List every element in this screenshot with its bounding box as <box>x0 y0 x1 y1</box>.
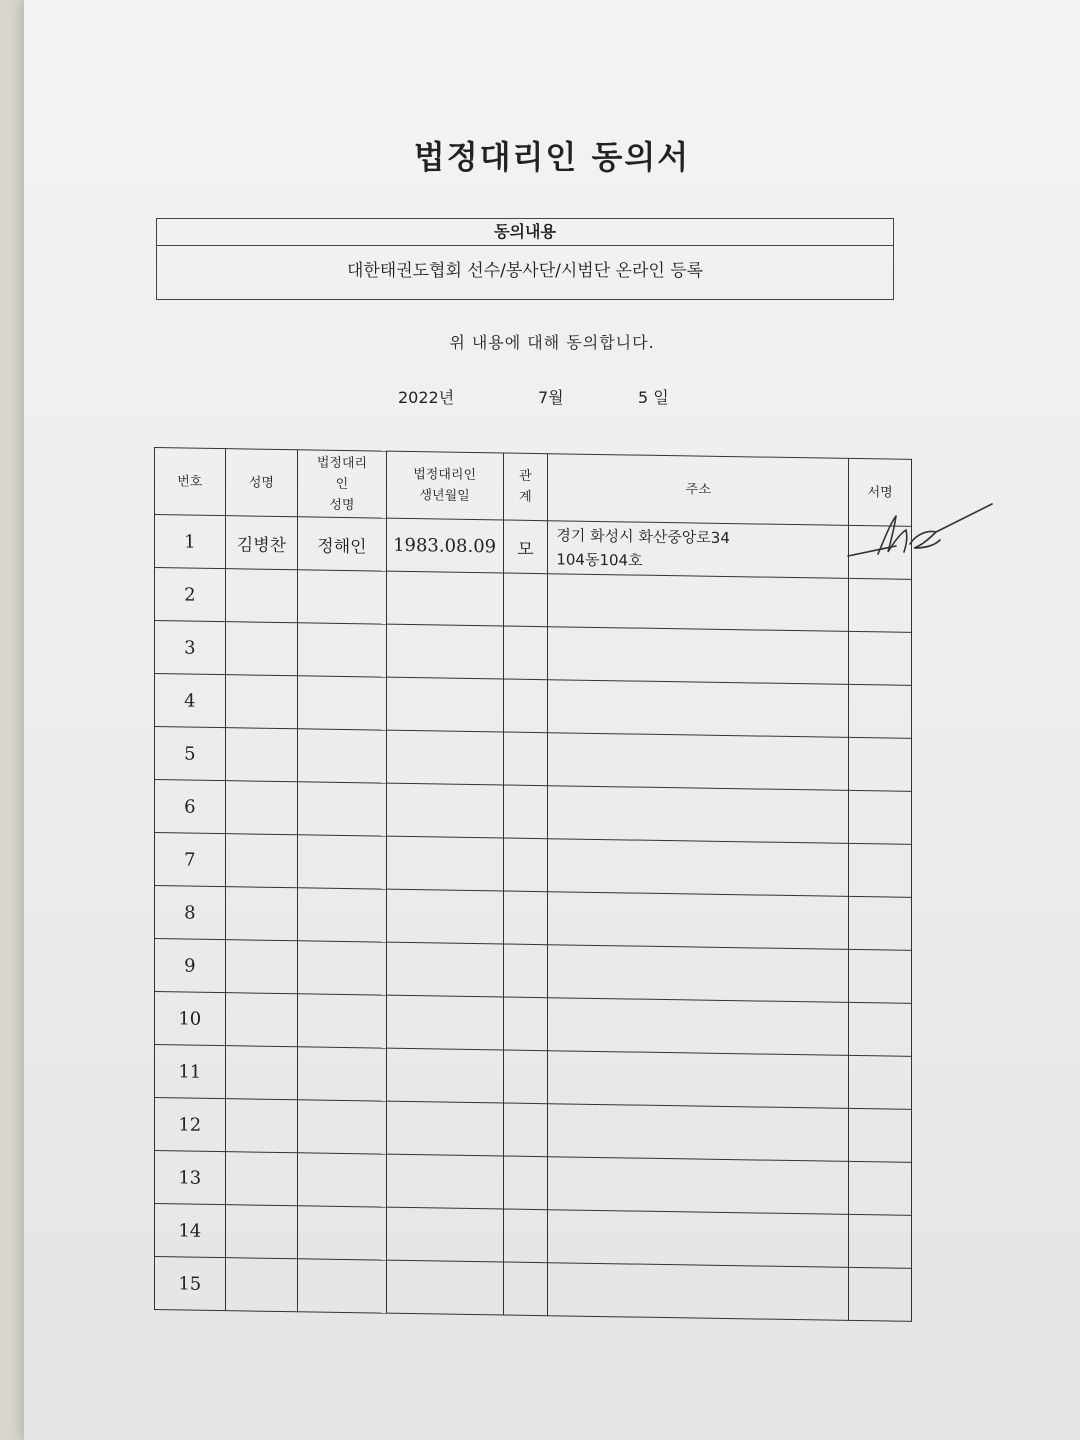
header-guardian-birth: 법정대리인 생년월일 <box>386 451 503 520</box>
row-signature <box>849 684 912 738</box>
row-name <box>225 1152 298 1206</box>
row-relation <box>503 1262 548 1316</box>
row-address <box>548 1263 849 1321</box>
row-name <box>225 781 298 835</box>
row-relation <box>503 732 548 786</box>
row-guardian-birth <box>386 677 503 732</box>
row-address <box>548 786 849 844</box>
row-signature <box>849 1055 912 1109</box>
row-relation <box>503 679 548 733</box>
row-relation <box>503 1103 548 1157</box>
signature-icon <box>844 500 994 562</box>
document-title: 법정대리인 동의서 <box>413 138 691 176</box>
row-signature <box>849 1161 912 1215</box>
row-address <box>548 733 849 791</box>
row-name <box>225 1205 298 1259</box>
agree-statement: 위 내용에 대해 동의합니다. <box>449 333 655 352</box>
row-guardian-birth <box>386 624 503 679</box>
row-relation <box>503 573 548 627</box>
row-address <box>548 839 849 897</box>
row-guardian-birth <box>386 889 503 944</box>
consent-header: 동의내용 <box>157 219 893 246</box>
header-guardian-name: 법정대리 인 성명 <box>298 450 386 518</box>
row-guardian-birth <box>386 1154 503 1209</box>
row-name <box>225 622 298 676</box>
row-guardian-name <box>298 1047 386 1101</box>
row-signature <box>849 631 912 685</box>
row-no: 13 <box>155 1151 226 1205</box>
row-guardian-name <box>298 1153 386 1207</box>
row-no: 14 <box>155 1204 226 1258</box>
row-guardian-birth <box>386 995 503 1050</box>
table-header-row <box>155 448 912 527</box>
row-name <box>225 1046 298 1100</box>
row-address <box>548 680 849 738</box>
row-relation <box>503 891 548 945</box>
row-no: 8 <box>155 886 226 940</box>
row-signature <box>849 896 912 950</box>
row-name <box>225 940 298 994</box>
row-guardian-birth <box>386 783 503 838</box>
row-guardian-name <box>298 1100 386 1154</box>
row-address <box>548 945 849 1003</box>
row-guardian-birth <box>386 1260 503 1315</box>
row-relation <box>503 997 548 1051</box>
row-guardian-birth <box>386 571 503 626</box>
table-row <box>155 1257 912 1322</box>
row-address <box>548 627 849 685</box>
date-month: 7월 <box>538 388 564 407</box>
row-no: 2 <box>155 568 226 622</box>
row-address <box>548 1104 849 1162</box>
row-name <box>225 1099 298 1153</box>
row-address <box>548 1157 849 1215</box>
row-relation <box>503 1050 548 1104</box>
row-guardian-birth <box>386 836 503 891</box>
row-signature <box>849 1108 912 1162</box>
row-guardian-name <box>298 1259 386 1313</box>
row-no: 5 <box>155 727 226 781</box>
date-day: 5 일 <box>638 388 669 407</box>
row-guardian-name <box>298 994 386 1048</box>
address-line: 104동104호 <box>556 550 643 570</box>
row-guardian-name: 정해인 <box>298 517 386 571</box>
row-signature <box>849 843 912 897</box>
header-address: 주소 <box>548 454 849 526</box>
row-signature <box>849 790 912 844</box>
row-no: 6 <box>155 780 226 834</box>
header-name: 성명 <box>225 449 298 517</box>
row-address <box>548 1051 849 1109</box>
row-relation <box>503 1209 548 1263</box>
row-relation: 모 <box>503 520 548 574</box>
row-signature <box>849 1267 912 1321</box>
row-guardian-birth <box>386 1101 503 1156</box>
row-address <box>548 521 849 579</box>
guardian-table <box>154 447 912 1322</box>
row-no: 9 <box>155 939 226 993</box>
row-name <box>225 675 298 729</box>
row-guardian-name <box>298 570 386 624</box>
consent-content: 대한태권도협회 선수/봉사단/시범단 온라인 등록 <box>346 261 704 281</box>
row-guardian-name <box>298 782 386 836</box>
row-guardian-name <box>298 888 386 942</box>
row-name <box>225 728 298 782</box>
row-name <box>225 569 298 623</box>
row-no: 3 <box>155 621 226 675</box>
row-signature <box>849 1002 912 1056</box>
row-no: 4 <box>155 674 226 728</box>
row-guardian-birth <box>386 1207 503 1262</box>
row-guardian-name <box>298 1206 386 1260</box>
row-relation <box>503 1156 548 1210</box>
row-signature <box>849 949 912 1003</box>
header-relation: 관 계 <box>503 453 548 521</box>
row-guardian-name <box>298 729 386 783</box>
row-address <box>548 892 849 950</box>
row-guardian-birth: 1983.08.09 <box>386 518 503 573</box>
row-no: 11 <box>155 1045 226 1099</box>
row-signature <box>849 578 912 632</box>
row-address <box>548 998 849 1056</box>
header-no: 번호 <box>155 448 226 516</box>
row-no: 10 <box>155 992 226 1046</box>
row-guardian-birth <box>386 1048 503 1103</box>
document-page <box>24 0 1080 1440</box>
row-guardian-name <box>298 623 386 677</box>
row-no: 12 <box>155 1098 226 1152</box>
row-address <box>548 574 849 632</box>
row-guardian-birth <box>386 730 503 785</box>
row-no: 15 <box>155 1257 226 1311</box>
row-name <box>225 1258 298 1312</box>
row-no: 1 <box>155 515 226 569</box>
row-relation <box>503 785 548 839</box>
header-signature: 서명 <box>849 458 912 526</box>
address-line: 경기 화성시 화산중앙로34 <box>556 526 730 548</box>
row-name <box>225 834 298 888</box>
row-signature <box>849 737 912 791</box>
row-name: 김병찬 <box>225 516 298 570</box>
row-name <box>225 993 298 1047</box>
row-relation <box>503 838 548 892</box>
date-year: 2022년 <box>398 388 455 407</box>
row-guardian-name <box>298 941 386 995</box>
row-guardian-birth <box>386 942 503 997</box>
row-signature <box>849 1214 912 1268</box>
row-relation <box>503 626 548 680</box>
row-no: 7 <box>155 833 226 887</box>
row-address <box>548 1210 849 1268</box>
row-guardian-name <box>298 835 386 889</box>
consent-box <box>156 218 894 300</box>
row-relation <box>503 944 548 998</box>
row-name <box>225 887 298 941</box>
row-guardian-name <box>298 676 386 730</box>
